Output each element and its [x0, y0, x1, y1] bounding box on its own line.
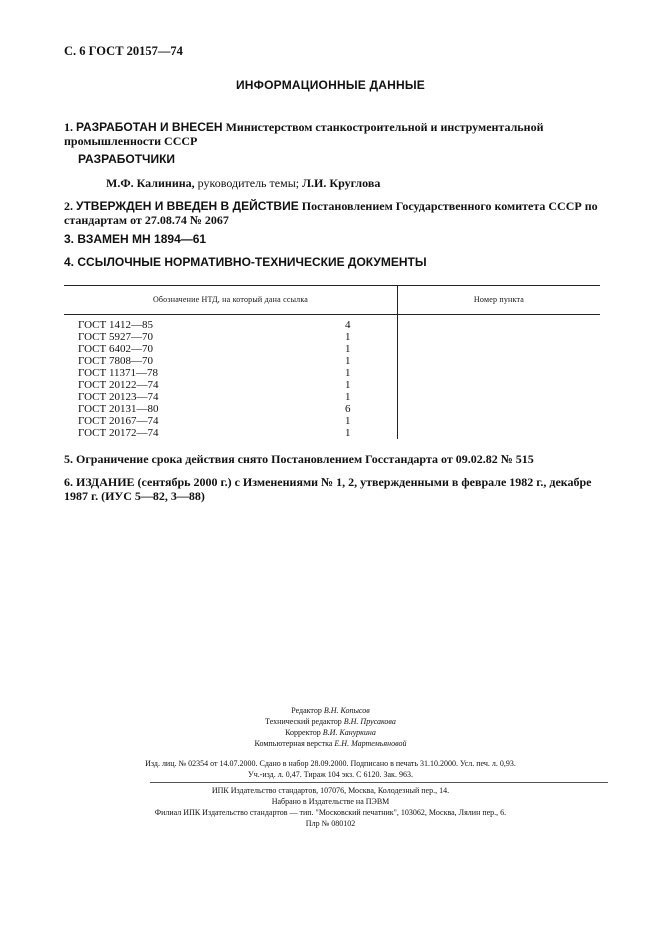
developer-role: руководитель темы; [197, 176, 300, 190]
item-validity [64, 452, 609, 466]
tech-editor-label: Технический редактор [265, 717, 342, 726]
publisher-line: Плр № 080102 [305, 819, 356, 828]
layout-line [0, 739, 661, 750]
item-text: Ограничение срока действия снято Постановлением Госстандарта от 09.02.82 № 515 [76, 452, 534, 466]
item-approved [64, 199, 609, 227]
developer-name: М.Ф. Калинина, [106, 176, 195, 190]
table-cell-document: ГОСТ 5927—70 [78, 331, 153, 343]
item-text: ИЗДАНИЕ (сентябрь 2000 г.) с Изменениями № 1, 2, утвержденными в феврале 1982 г., декабре 1987 г. (ИУС 5—82, 3—88) [64, 475, 592, 503]
table-cell-clause: 1 [345, 391, 351, 403]
editor-line [0, 706, 661, 717]
item-lead: УТВЕРЖДЕН И ВВЕДЕН В ДЕЙСТВИЕ [76, 199, 299, 213]
table-cell-document: ГОСТ 6402—70 [78, 343, 153, 355]
corrector-label: Корректор [285, 728, 321, 737]
item-text: Постановлением Государственного комитета СССР по стандартам от 27.08.74 № 2067 [64, 199, 598, 227]
table-cell-document: ГОСТ 20123—74 [78, 391, 159, 403]
table-row [64, 403, 600, 415]
item-number: 1. [64, 120, 73, 134]
item-edition [64, 475, 609, 503]
table-row [64, 343, 600, 355]
developers-label: РАЗРАБОТЧИКИ [78, 152, 176, 166]
item-number: 3. [64, 232, 75, 246]
table-cell-document: ГОСТ 20172—74 [78, 427, 159, 439]
table-row [64, 415, 600, 427]
table-cell-document: ГОСТ 11371—78 [78, 367, 159, 379]
table-cell-clause: 1 [345, 415, 351, 427]
table-cell-clause: 1 [345, 427, 351, 439]
table-cell-clause: 1 [345, 367, 351, 379]
table-row [64, 331, 600, 343]
table-cell-clause: 1 [345, 355, 351, 367]
references-table [64, 285, 600, 439]
publisher-line: Набрано в Издательстве на ПЭВМ [271, 797, 390, 806]
table-cell-document: ГОСТ 20131—80 [78, 403, 159, 415]
table-header-rule [64, 314, 600, 315]
table-top-rule [64, 285, 600, 286]
item-number: 4. [64, 255, 75, 269]
table-cell-clause: 1 [345, 379, 351, 391]
table-cell-document: ГОСТ 20122—74 [78, 379, 159, 391]
table-row [64, 379, 600, 391]
item-replaces [64, 232, 609, 246]
editor-label: Редактор [291, 706, 322, 715]
item-lead: РАЗРАБОТАН И ВНЕСЕН [76, 120, 223, 134]
item-developed [64, 120, 609, 148]
item-number: 5. [64, 452, 73, 466]
page-header: С. 6 ГОСТ 20157—74 [64, 44, 183, 58]
item-text: ВЗАМЕН МН 1894—61 [77, 232, 207, 246]
developer-name: Л.И. Круглова [302, 176, 381, 190]
table-row [64, 355, 600, 367]
table-row [64, 427, 600, 439]
publisher-line: Филиал ИПК Издательство стандартов — тип. "Московский печатник", 103062, Москва, Лялин пер., 6. [154, 808, 507, 817]
table-body [64, 319, 600, 439]
table-cell-document: ГОСТ 20167—74 [78, 415, 159, 427]
print-details-line: Изд. лиц. № 02354 от 14.07.2000. Сдано в набор 28.09.2000. Подписано в печать 31.10.2000. Усл. печ. л. 0,93. [145, 759, 516, 768]
item-number: 2. [64, 199, 73, 213]
table-header-document: Обозначение НТД, на который дана ссылка [152, 295, 309, 304]
footer-rule [150, 782, 608, 783]
corrector-name: В.И. Кануркина [322, 728, 376, 737]
item-text: Министерством станкостроительной и инструментальной промышленности СССР [64, 120, 544, 148]
table-row [64, 367, 600, 379]
table-header-clause: Номер пункта [473, 295, 525, 304]
tech-editor-name: В.Н. Прусакова [343, 717, 396, 726]
table-row [64, 391, 600, 403]
corrector-line [0, 728, 661, 739]
layout-label: Компьютерная верстка [254, 739, 333, 748]
tech-editor-line [0, 717, 661, 728]
item-text: ССЫЛОЧНЫЕ НОРМАТИВНО-ТЕХНИЧЕСКИЕ ДОКУМЕНТЫ [77, 255, 427, 269]
developers-list [106, 176, 380, 191]
print-details-line: Уч.-изд. л. 0,47. Тираж 104 экз. С 6120. Зак. 963. [248, 770, 413, 779]
item-references [64, 255, 609, 269]
publisher-line: ИПК Издательство стандартов, 107076, Москва, Колодезный пер., 14. [211, 786, 450, 795]
table-cell-clause: 1 [345, 331, 351, 343]
layout-name: Е.Н. Мартемьяновой [334, 739, 407, 748]
table-cell-clause: 6 [345, 403, 351, 415]
table-row [64, 319, 600, 331]
editor-name: В.Н. Копысов [323, 706, 370, 715]
table-cell-clause: 1 [345, 343, 351, 355]
page-title: ИНФОРМАЦИОННЫЕ ДАННЫЕ [235, 78, 426, 92]
table-cell-document: ГОСТ 1412—85 [78, 319, 153, 331]
item-number: 6. [64, 475, 73, 489]
table-cell-clause: 4 [345, 319, 351, 331]
table-cell-document: ГОСТ 7808—70 [78, 355, 153, 367]
